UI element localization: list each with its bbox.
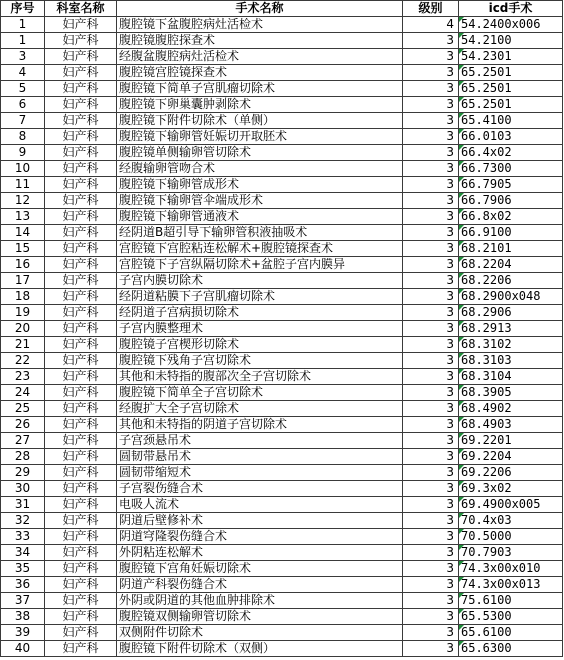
table-row xyxy=(1,177,563,193)
department-cell[interactable]: 妇产科 xyxy=(45,17,117,33)
table-row xyxy=(1,337,563,353)
icd-code-cell[interactable]: 66.7905 xyxy=(459,177,563,193)
row-number-cell[interactable]: 9 xyxy=(1,145,45,161)
department-cell[interactable]: 妇产科 xyxy=(45,369,117,385)
level-cell[interactable]: 4 xyxy=(403,17,459,33)
row-number-cell[interactable]: 16 xyxy=(1,257,45,273)
row-number-cell[interactable]: 25 xyxy=(1,401,45,417)
table-row xyxy=(1,161,563,177)
table-row xyxy=(1,33,563,49)
row-number-cell[interactable]: 28 xyxy=(1,449,45,465)
row-number-cell[interactable]: 27 xyxy=(1,433,45,449)
icd-code-cell[interactable]: 69.2204 xyxy=(459,449,563,465)
icd-code-cell[interactable]: 66.9100 xyxy=(459,225,563,241)
level-cell[interactable]: 3 xyxy=(403,369,459,385)
table-row xyxy=(1,289,563,305)
table-row xyxy=(1,385,563,401)
department-cell[interactable]: 妇产科 xyxy=(45,417,117,433)
department-cell[interactable]: 妇产科 xyxy=(45,49,117,65)
procedure-name-cell[interactable]: 腹腔镜下输卵管妊娠切开取胚术 xyxy=(117,129,403,145)
level-cell[interactable]: 3 xyxy=(403,145,459,161)
icd-code-cell[interactable]: 66.7906 xyxy=(459,193,563,209)
row-number-cell[interactable]: 19 xyxy=(1,305,45,321)
department-cell[interactable]: 妇产科 xyxy=(45,161,117,177)
table-row xyxy=(1,497,563,513)
table-row xyxy=(1,641,563,657)
department-cell[interactable]: 妇产科 xyxy=(45,113,117,129)
level-cell[interactable]: 3 xyxy=(403,273,459,289)
row-number-cell[interactable]: 11 xyxy=(1,177,45,193)
department-cell[interactable]: 妇产科 xyxy=(45,481,117,497)
icd-code-cell[interactable]: 74.3x00x010 xyxy=(459,561,563,577)
level-cell[interactable]: 3 xyxy=(403,593,459,609)
header-row xyxy=(1,1,563,17)
procedure-name-cell[interactable]: 腹腔镜下简单全子宫切除术 xyxy=(117,385,403,401)
icd-code-cell[interactable]: 66.8x02 xyxy=(459,209,563,225)
department-cell[interactable]: 妇产科 xyxy=(45,545,117,561)
department-cell[interactable]: 妇产科 xyxy=(45,353,117,369)
row-number-cell[interactable]: 7 xyxy=(1,113,45,129)
table-row xyxy=(1,609,563,625)
department-cell[interactable]: 妇产科 xyxy=(45,609,117,625)
procedure-name-cell[interactable]: 腹腔镜下残角子宫切除术 xyxy=(117,353,403,369)
procedure-name-cell[interactable]: 腹腔镜双侧输卵管切除术 xyxy=(117,609,403,625)
row-number-cell[interactable]: 24 xyxy=(1,385,45,401)
level-cell[interactable]: 3 xyxy=(403,449,459,465)
procedure-name-cell[interactable]: 腹腔镜下附件切除术（单侧） xyxy=(117,113,403,129)
department-cell[interactable]: 妇产科 xyxy=(45,385,117,401)
row-number-cell[interactable]: 17 xyxy=(1,273,45,289)
procedure-name-cell[interactable]: 腹腔镜下输卵管通液术 xyxy=(117,209,403,225)
row-number-cell[interactable]: 29 xyxy=(1,465,45,481)
level-cell[interactable]: 3 xyxy=(403,33,459,49)
procedure-name-cell[interactable]: 外阴或阴道的其他血肿排除术 xyxy=(117,593,403,609)
level-cell[interactable]: 3 xyxy=(403,529,459,545)
department-cell[interactable]: 妇产科 xyxy=(45,97,117,113)
icd-code-cell[interactable]: 65.2501 xyxy=(459,65,563,81)
level-cell[interactable]: 3 xyxy=(403,641,459,657)
level-cell[interactable]: 3 xyxy=(403,177,459,193)
department-cell[interactable]: 妇产科 xyxy=(45,129,117,145)
header-no[interactable]: 序号 xyxy=(1,1,45,17)
icd-code-cell[interactable]: 65.6300 xyxy=(459,641,563,657)
department-cell[interactable]: 妇产科 xyxy=(45,241,117,257)
department-cell[interactable]: 妇产科 xyxy=(45,593,117,609)
row-number-cell[interactable]: 26 xyxy=(1,417,45,433)
icd-code-cell[interactable]: 54.2301 xyxy=(459,49,563,65)
header-level[interactable]: 级别 xyxy=(403,1,459,17)
icd-code-cell[interactable]: 65.2501 xyxy=(459,97,563,113)
procedure-name-cell[interactable]: 圆韧带缩短术 xyxy=(117,465,403,481)
row-number-cell[interactable]: 15 xyxy=(1,241,45,257)
procedure-name-cell[interactable]: 子宫内膜整理术 xyxy=(117,321,403,337)
department-cell[interactable]: 妇产科 xyxy=(45,561,117,577)
level-cell[interactable]: 3 xyxy=(403,561,459,577)
department-cell[interactable]: 妇产科 xyxy=(45,145,117,161)
level-cell[interactable]: 3 xyxy=(403,241,459,257)
procedure-name-cell[interactable]: 腹腔镜下卵巢囊肿剥除术 xyxy=(117,97,403,113)
icd-code-cell[interactable]: 65.2501 xyxy=(459,81,563,97)
table-row xyxy=(1,225,563,241)
row-number-cell[interactable]: 36 xyxy=(1,577,45,593)
department-cell[interactable]: 妇产科 xyxy=(45,625,117,641)
icd-code-cell[interactable]: 65.6100 xyxy=(459,625,563,641)
level-cell[interactable]: 3 xyxy=(403,257,459,273)
department-cell[interactable]: 妇产科 xyxy=(45,33,117,49)
table-row xyxy=(1,65,563,81)
row-number-cell[interactable]: 1 xyxy=(1,17,45,33)
icd-code-cell[interactable]: 68.2206 xyxy=(459,273,563,289)
table-row xyxy=(1,529,563,545)
procedure-name-cell[interactable]: 腹腔镜下盆腹腔病灶活检术 xyxy=(117,17,403,33)
procedure-name-cell[interactable]: 双侧附件切除术 xyxy=(117,625,403,641)
table-row xyxy=(1,577,563,593)
department-cell[interactable]: 妇产科 xyxy=(45,257,117,273)
icd-code-cell[interactable]: 68.3905 xyxy=(459,385,563,401)
table-row xyxy=(1,513,563,529)
department-cell[interactable]: 妇产科 xyxy=(45,529,117,545)
icd-code-cell[interactable]: 69.4900x005 xyxy=(459,497,563,513)
row-number-cell[interactable]: 30 xyxy=(1,481,45,497)
department-cell[interactable]: 妇产科 xyxy=(45,497,117,513)
table-row xyxy=(1,353,563,369)
department-cell[interactable]: 妇产科 xyxy=(45,513,117,529)
procedure-name-cell[interactable]: 腹腔镜下宫角妊娠切除术 xyxy=(117,561,403,577)
row-number-cell[interactable]: 22 xyxy=(1,353,45,369)
table-row xyxy=(1,193,563,209)
row-number-cell[interactable]: 8 xyxy=(1,129,45,145)
row-number-cell[interactable]: 38 xyxy=(1,609,45,625)
table-row xyxy=(1,465,563,481)
table-row xyxy=(1,49,563,65)
procedure-name-cell[interactable]: 腹腔镜单侧输卵管切除术 xyxy=(117,145,403,161)
row-number-cell[interactable]: 37 xyxy=(1,593,45,609)
procedure-name-cell[interactable]: 腹腔镜下简单子宫肌瘤切除术 xyxy=(117,81,403,97)
department-cell[interactable]: 妇产科 xyxy=(45,65,117,81)
level-cell[interactable]: 3 xyxy=(403,193,459,209)
table-row xyxy=(1,97,563,113)
icd-code-cell[interactable]: 68.2913 xyxy=(459,321,563,337)
procedure-name-cell[interactable]: 子宫裂伤缝合术 xyxy=(117,481,403,497)
level-cell[interactable]: 3 xyxy=(403,161,459,177)
level-cell[interactable]: 3 xyxy=(403,433,459,449)
level-cell[interactable]: 3 xyxy=(403,625,459,641)
level-cell[interactable]: 3 xyxy=(403,81,459,97)
icd-code-cell[interactable]: 68.2101 xyxy=(459,241,563,257)
procedure-name-cell[interactable]: 腹腔镜宫腔镜探查术 xyxy=(117,65,403,81)
procedure-name-cell[interactable]: 其他和未特指的阴道子宫切除术 xyxy=(117,417,403,433)
level-cell[interactable]: 3 xyxy=(403,305,459,321)
icd-code-cell[interactable]: 68.2900x048 xyxy=(459,289,563,305)
row-number-cell[interactable]: 5 xyxy=(1,81,45,97)
level-cell[interactable]: 3 xyxy=(403,497,459,513)
level-cell[interactable]: 3 xyxy=(403,289,459,305)
procedure-name-cell[interactable]: 电吸人流术 xyxy=(117,497,403,513)
row-number-cell[interactable]: 21 xyxy=(1,337,45,353)
icd-code-cell[interactable]: 54.2400x006 xyxy=(459,17,563,33)
procedure-name-cell[interactable]: 经腹输卵管吻合术 xyxy=(117,161,403,177)
level-cell[interactable]: 3 xyxy=(403,609,459,625)
icd-code-cell[interactable]: 68.2204 xyxy=(459,257,563,273)
level-cell[interactable]: 3 xyxy=(403,545,459,561)
department-cell[interactable]: 妇产科 xyxy=(45,193,117,209)
table-row xyxy=(1,129,563,145)
row-number-cell[interactable]: 3 xyxy=(1,49,45,65)
procedure-name-cell[interactable]: 经阴道B超引导下输卵管积液抽吸术 xyxy=(117,225,403,241)
department-cell[interactable]: 妇产科 xyxy=(45,465,117,481)
table-row xyxy=(1,113,563,129)
row-number-cell[interactable]: 20 xyxy=(1,321,45,337)
procedure-name-cell[interactable]: 腹腔镜下附件切除术（双侧） xyxy=(117,641,403,657)
icd-code-cell[interactable]: 66.4x02 xyxy=(459,145,563,161)
level-cell[interactable]: 3 xyxy=(403,97,459,113)
level-cell[interactable]: 3 xyxy=(403,209,459,225)
procedure-name-cell[interactable]: 腹腔镜子宫楔形切除术 xyxy=(117,337,403,353)
header-dept[interactable]: 科室名称 xyxy=(45,1,117,17)
department-cell[interactable]: 妇产科 xyxy=(45,209,117,225)
procedure-name-cell[interactable]: 圆韧带悬吊术 xyxy=(117,449,403,465)
row-number-cell[interactable]: 4 xyxy=(1,65,45,81)
row-number-cell[interactable]: 12 xyxy=(1,193,45,209)
header-procedure-name[interactable]: 手术名称 xyxy=(117,1,403,17)
level-cell[interactable]: 3 xyxy=(403,401,459,417)
icd-code-cell[interactable]: 75.6100 xyxy=(459,593,563,609)
level-cell[interactable]: 3 xyxy=(403,49,459,65)
level-cell[interactable]: 3 xyxy=(403,513,459,529)
icd-code-cell[interactable]: 69.3x02 xyxy=(459,481,563,497)
table-row xyxy=(1,369,563,385)
icd-code-cell[interactable]: 68.4903 xyxy=(459,417,563,433)
row-number-cell[interactable]: 1 xyxy=(1,33,45,49)
level-cell[interactable]: 3 xyxy=(403,481,459,497)
table-row xyxy=(1,321,563,337)
procedure-name-cell[interactable]: 经阴道子宫病损切除术 xyxy=(117,305,403,321)
procedure-name-cell[interactable]: 宫腔镜下子宫纵隔切除术+盆腔子宫内膜异 xyxy=(117,257,403,273)
table-row xyxy=(1,481,563,497)
procedure-name-cell[interactable]: 经腹扩大全子宫切除术 xyxy=(117,401,403,417)
icd-code-cell[interactable]: 68.2906 xyxy=(459,305,563,321)
icd-code-cell[interactable]: 54.2100 xyxy=(459,33,563,49)
row-number-cell[interactable]: 39 xyxy=(1,625,45,641)
department-cell[interactable]: 妇产科 xyxy=(45,641,117,657)
table-row xyxy=(1,273,563,289)
table-row xyxy=(1,241,563,257)
icd-code-cell[interactable]: 74.3x00x013 xyxy=(459,577,563,593)
row-number-cell[interactable]: 23 xyxy=(1,369,45,385)
row-number-cell[interactable]: 13 xyxy=(1,209,45,225)
department-cell[interactable]: 妇产科 xyxy=(45,225,117,241)
procedure-name-cell[interactable]: 阴道产科裂伤缝合术 xyxy=(117,577,403,593)
table-row xyxy=(1,145,563,161)
icd-code-cell[interactable]: 69.2201 xyxy=(459,433,563,449)
department-cell[interactable]: 妇产科 xyxy=(45,577,117,593)
procedure-name-cell[interactable]: 腹腔镜腹腔探查术 xyxy=(117,33,403,49)
icd-code-cell[interactable]: 68.3102 xyxy=(459,337,563,353)
table-row xyxy=(1,593,563,609)
row-number-cell[interactable]: 34 xyxy=(1,545,45,561)
department-cell[interactable]: 妇产科 xyxy=(45,449,117,465)
level-cell[interactable]: 3 xyxy=(403,337,459,353)
procedure-name-cell[interactable]: 经腹盆腹腔病灶活检术 xyxy=(117,49,403,65)
table-row xyxy=(1,561,563,577)
table-row xyxy=(1,401,563,417)
department-cell[interactable]: 妇产科 xyxy=(45,289,117,305)
procedure-name-cell[interactable]: 其他和未特指的腹部次全子宫切除术 xyxy=(117,369,403,385)
table-row xyxy=(1,209,563,225)
table-row xyxy=(1,625,563,641)
department-cell[interactable]: 妇产科 xyxy=(45,273,117,289)
table-row xyxy=(1,257,563,273)
table-row xyxy=(1,81,563,97)
table-row xyxy=(1,17,563,33)
department-cell[interactable]: 妇产科 xyxy=(45,337,117,353)
level-cell[interactable]: 3 xyxy=(403,417,459,433)
table-row xyxy=(1,417,563,433)
procedure-name-cell[interactable]: 子宫内膜切除术 xyxy=(117,273,403,289)
icd-code-cell[interactable]: 70.5000 xyxy=(459,529,563,545)
icd-code-cell[interactable]: 68.3103 xyxy=(459,353,563,369)
table-row xyxy=(1,545,563,561)
icd-code-cell[interactable]: 65.5300 xyxy=(459,609,563,625)
table-row xyxy=(1,305,563,321)
row-number-cell[interactable]: 35 xyxy=(1,561,45,577)
icd-code-cell[interactable]: 65.4100 xyxy=(459,113,563,129)
level-cell[interactable]: 3 xyxy=(403,577,459,593)
department-cell[interactable]: 妇产科 xyxy=(45,177,117,193)
row-number-cell[interactable]: 6 xyxy=(1,97,45,113)
procedure-name-cell[interactable]: 宫腔镜下宫腔粘连松解术+腹腔镜探查术 xyxy=(117,241,403,257)
table-row xyxy=(1,433,563,449)
icd-code-cell[interactable]: 68.4902 xyxy=(459,401,563,417)
icd-code-cell[interactable]: 66.7300 xyxy=(459,161,563,177)
row-number-cell[interactable]: 31 xyxy=(1,497,45,513)
procedure-name-cell[interactable]: 经阴道粘膜下子宫肌瘤切除术 xyxy=(117,289,403,305)
department-cell[interactable]: 妇产科 xyxy=(45,81,117,97)
row-number-cell[interactable]: 14 xyxy=(1,225,45,241)
level-cell[interactable]: 3 xyxy=(403,321,459,337)
level-cell[interactable]: 3 xyxy=(403,129,459,145)
level-cell[interactable]: 3 xyxy=(403,465,459,481)
level-cell[interactable]: 3 xyxy=(403,353,459,369)
icd-code-cell[interactable]: 70.4x03 xyxy=(459,513,563,529)
procedure-name-cell[interactable]: 外阴粘连松解术 xyxy=(117,545,403,561)
icd-code-cell[interactable]: 68.3104 xyxy=(459,369,563,385)
department-cell[interactable]: 妇产科 xyxy=(45,433,117,449)
department-cell[interactable]: 妇产科 xyxy=(45,401,117,417)
level-cell[interactable]: 3 xyxy=(403,225,459,241)
row-number-cell[interactable]: 32 xyxy=(1,513,45,529)
level-cell[interactable]: 3 xyxy=(403,65,459,81)
procedure-name-cell[interactable]: 腹腔镜下输卵管成形术 xyxy=(117,177,403,193)
icd-code-cell[interactable]: 70.7903 xyxy=(459,545,563,561)
row-number-cell[interactable]: 40 xyxy=(1,641,45,657)
table-row xyxy=(1,449,563,465)
level-cell[interactable]: 3 xyxy=(403,113,459,129)
row-number-cell[interactable]: 33 xyxy=(1,529,45,545)
procedure-name-cell[interactable]: 腹腔镜下输卵管伞端成形术 xyxy=(117,193,403,209)
procedure-name-cell[interactable]: 阴道后壁修补术 xyxy=(117,513,403,529)
department-cell[interactable]: 妇产科 xyxy=(45,321,117,337)
procedure-name-cell[interactable]: 子宫颈悬吊术 xyxy=(117,433,403,449)
department-cell[interactable]: 妇产科 xyxy=(45,305,117,321)
row-number-cell[interactable]: 18 xyxy=(1,289,45,305)
icd-code-cell[interactable]: 66.0103 xyxy=(459,129,563,145)
level-cell[interactable]: 3 xyxy=(403,385,459,401)
row-number-cell[interactable]: 10 xyxy=(1,161,45,177)
header-icd[interactable]: icd手术 xyxy=(459,1,563,17)
icd-code-cell[interactable]: 69.2206 xyxy=(459,465,563,481)
procedure-name-cell[interactable]: 阴道穹隆裂伤缝合术 xyxy=(117,529,403,545)
